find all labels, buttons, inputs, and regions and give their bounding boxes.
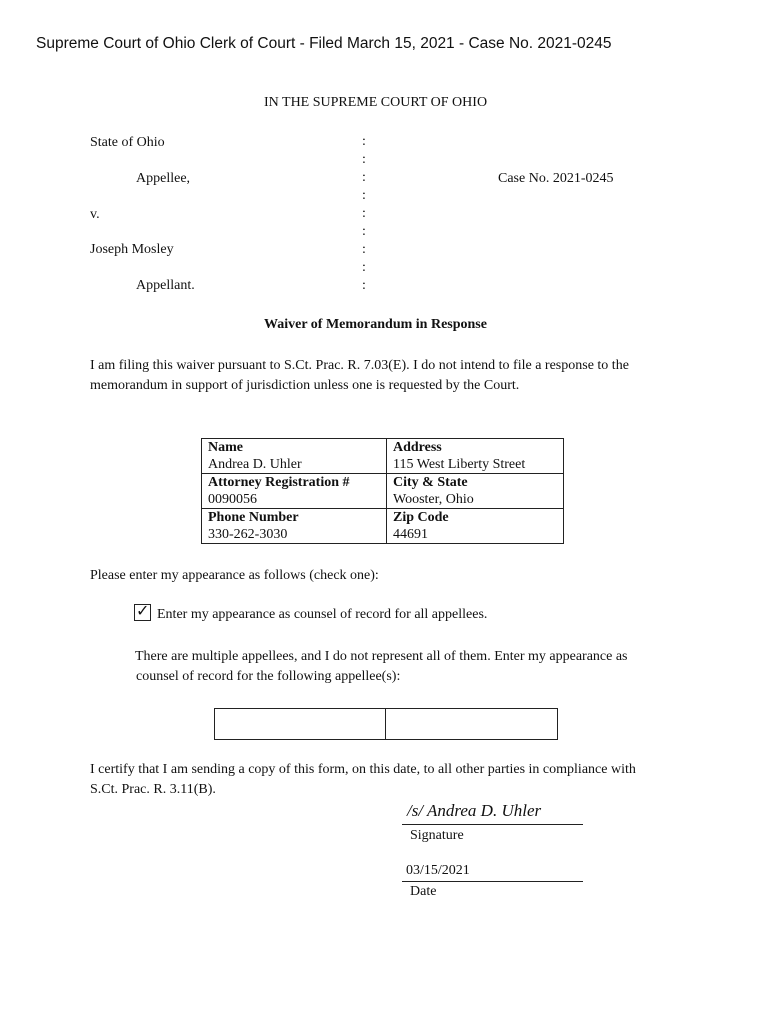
party1-name: State of Ohio: [90, 135, 165, 150]
caption-colon: :: [362, 224, 366, 239]
all-appellees-checkbox[interactable]: [134, 601, 151, 621]
filing-header: Supreme Court of Ohio Clerk of Court - Filed March 15, 2021 - Case No. 2021-0245: [36, 35, 612, 52]
caption-colon: :: [362, 134, 366, 149]
phone-value: 330-262-3030: [208, 527, 288, 542]
appearance-prompt: Please enter my appearance as follows (check one):: [90, 568, 379, 583]
city-label: City & State: [393, 475, 468, 490]
phone-cell: [202, 509, 387, 544]
address-value: 115 West Liberty Street: [393, 457, 526, 472]
versus-label: v.: [90, 207, 100, 222]
caption-colon: :: [362, 188, 366, 203]
attorney-info-table: [201, 438, 564, 544]
caption-colon: :: [362, 278, 366, 293]
party1-role: Appellee,: [136, 171, 191, 186]
party2-name: Joseph Mosley: [90, 242, 174, 257]
zip-value: 44691: [393, 527, 428, 542]
zip-label: Zip Code: [393, 510, 449, 525]
option-multiple-appellees-line2: counsel of record for the following appellee(s):: [136, 669, 401, 684]
name-value: Andrea D. Uhler: [208, 457, 302, 472]
signature-label: Signature: [410, 828, 464, 843]
address-cell: [387, 439, 564, 474]
address-label: Address: [393, 440, 442, 455]
option-all-appellees-label: Enter my appearance as counsel of record for all appellees.: [157, 607, 488, 622]
caption-colon: :: [362, 170, 366, 185]
caption-colon: :: [362, 152, 366, 167]
appellee-names-table: [214, 708, 558, 740]
waiver-paragraph-line1: I am filing this waiver pursuant to S.Ct. Prac. R. 7.03(E). I do not intend to file a response to the: [90, 358, 629, 373]
signature-value: /s/ Andrea D. Uhler: [407, 801, 542, 820]
name-cell: [202, 439, 387, 474]
city-value: Wooster, Ohio: [393, 492, 474, 507]
date-value: 03/15/2021: [406, 863, 470, 878]
signature-line: [402, 824, 583, 825]
certification-line1: I certify that I am sending a copy of this form, on this date, to all other parties in compliance with: [90, 762, 636, 777]
caption-colon: :: [362, 206, 366, 221]
checkmark-icon: ✓: [136, 601, 150, 620]
document-heading: Waiver of Memorandum in Response: [264, 317, 487, 332]
registration-label: Attorney Registration #: [208, 475, 350, 490]
court-title: IN THE SUPREME COURT OF OHIO: [264, 95, 488, 110]
certification-line2: S.Ct. Prac. R. 3.11(B).: [90, 782, 216, 797]
name-label: Name: [208, 440, 243, 455]
date-label: Date: [410, 884, 437, 899]
caption-colon: :: [362, 260, 366, 275]
city-cell: [387, 474, 564, 509]
cell-divider: [385, 709, 386, 739]
option-multiple-appellees-line1: There are multiple appellees, and I do not represent all of them. Enter my appearance as: [135, 649, 628, 664]
case-number: Case No. 2021-0245: [498, 171, 614, 186]
caption-colon: :: [362, 242, 366, 257]
registration-value: 0090056: [208, 492, 257, 507]
registration-cell: [202, 474, 387, 509]
party2-role: Appellant.: [136, 278, 195, 293]
phone-label: Phone Number: [208, 510, 299, 525]
zip-cell: [387, 509, 564, 544]
waiver-paragraph-line2: memorandum in support of jurisdiction unless one is requested by the Court.: [90, 378, 520, 393]
